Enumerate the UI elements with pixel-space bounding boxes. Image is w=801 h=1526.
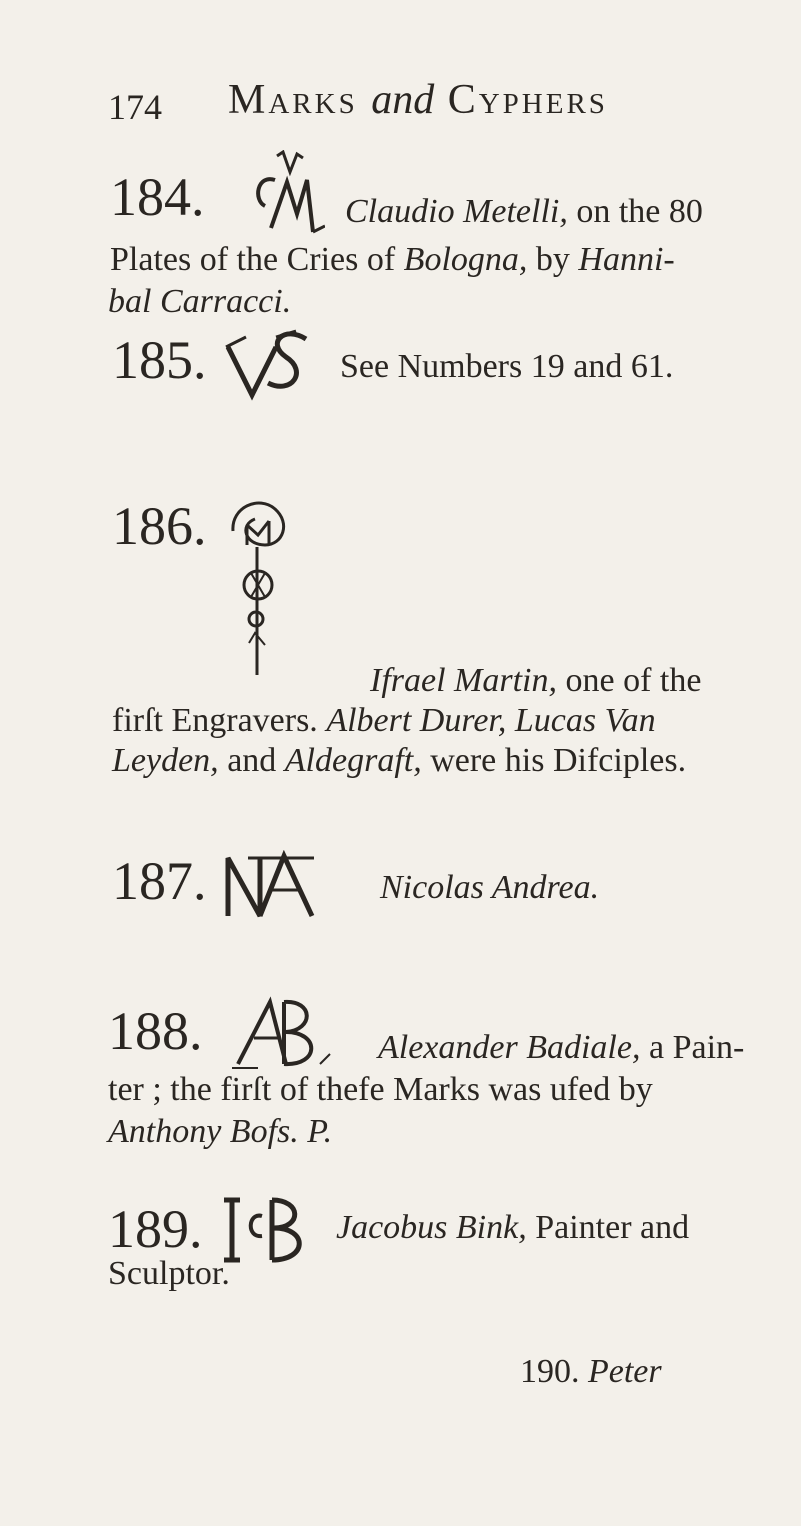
entry-number: 186.	[112, 496, 207, 556]
entry-line-2: ter ; the firſt of thefe Marks was ufed by	[108, 1071, 653, 1108]
running-header	[108, 72, 708, 132]
title-marks: Marks	[228, 77, 358, 123]
entry-line-1: See Numbers 19 and 61.	[340, 348, 674, 385]
entry-line-1: Claudio Metelli, on the 80	[345, 193, 703, 230]
entry-number: 185.	[112, 330, 207, 390]
running-title	[228, 76, 608, 124]
entry-line-3: bal Carracci.	[108, 283, 292, 320]
entry-line-2: firſt Engravers. Albert Durer, Lucas Van	[112, 702, 656, 739]
entry-line-3: Leyden, and Aldegraft, were his Difciples.	[112, 742, 687, 779]
entry-line-2: Sculptor.	[108, 1255, 230, 1292]
monogram-ab-icon	[228, 990, 340, 1070]
entry-line-3: Anthony Bofs. P.	[108, 1113, 333, 1150]
entry-line-2: Plates of the Cries of Bologna, by Hanni-	[110, 241, 675, 278]
monogram-vs-icon	[222, 325, 314, 405]
monogram-na-icon	[222, 850, 318, 920]
title-and: and	[371, 77, 435, 123]
monogram-icb-icon	[222, 1194, 310, 1264]
title-cyphers: Cyphers	[447, 77, 608, 123]
entry-number: 189.	[108, 1199, 203, 1259]
entry-line-1: Jacobus Bink, Painter and	[336, 1209, 690, 1246]
entry-number: 188.	[108, 1001, 203, 1061]
entry-number: 187.	[112, 851, 207, 911]
entry-line-1: Nicolas Andrea.	[380, 869, 600, 906]
monogram-cm-icon	[235, 150, 325, 240]
page-number: 174	[108, 87, 162, 127]
monogram-im-caduceus-icon	[225, 495, 295, 675]
entry-line-1: Alexander Badiale, a Pain-	[378, 1029, 745, 1066]
catchword: 190. Peter	[520, 1353, 662, 1390]
entry-number: 184.	[110, 167, 205, 227]
entry-line-1: Ifrael Martin, one of the	[370, 662, 702, 699]
